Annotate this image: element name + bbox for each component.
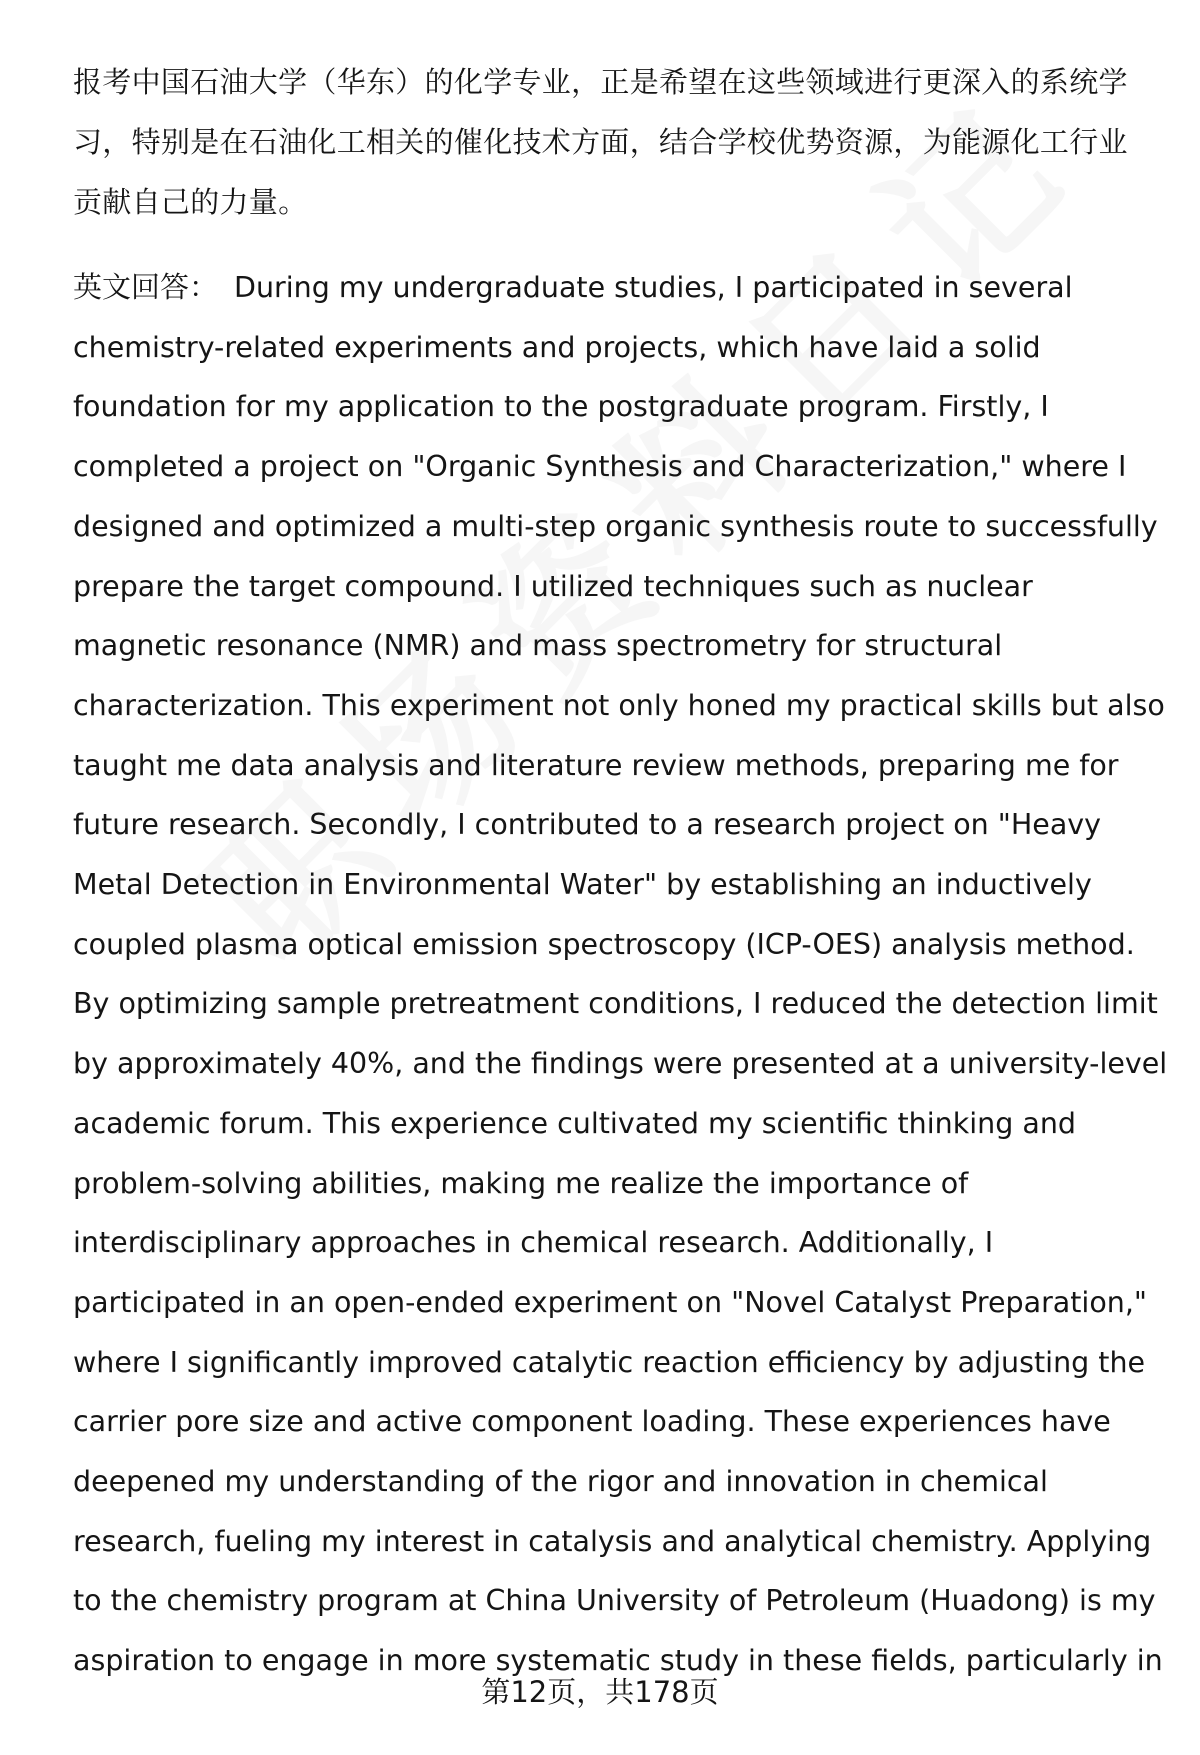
english-line: magnetic resonance (NMR) and mass spectrometry for structural [73, 629, 1003, 663]
english-line: By optimizing sample pretreatment conditions, I reduced the detection limit [73, 987, 1158, 1021]
english-line: problem-solving abilities, making me realize the importance of [73, 1166, 969, 1200]
english-line: participated in an open-ended experiment on "Novel Catalyst Preparation," [73, 1285, 1148, 1319]
english-line: designed and optimized a multi-step organic synthesis route to successfully [73, 509, 1158, 543]
english-line: coupled plasma optical emission spectroscopy (ICP-OES) analysis method. [73, 927, 1135, 961]
english-line: future research. Secondly, I contributed to a research project on "Heavy [73, 808, 1102, 842]
chinese-line: 贡献自己的力量。 [73, 185, 308, 219]
english-line: foundation for my application to the postgraduate program. Firstly, I [73, 390, 1049, 424]
english-line: characterization. This experiment not only honed my practical skills but also [73, 688, 1165, 722]
chinese-line: 报考中国石油大学（华东）的化学专业，正是希望在这些领域进行更深入的系统学 [73, 65, 1128, 99]
english-answer-paragraph [73, 258, 1168, 1691]
chinese-paragraph [73, 52, 1153, 232]
english-line: to the chemistry program at China University of Petroleum (Huadong) is my [73, 1584, 1156, 1618]
english-line: During my undergraduate studies, I participated in several [234, 271, 1073, 304]
english-line: completed a project on "Organic Synthesis and Characterization," where I [73, 450, 1127, 484]
page-indicator: 第12页，共178页 [481, 1675, 719, 1709]
english-line: where I significantly improved catalytic reaction efficiency by adjusting the [73, 1345, 1146, 1379]
chinese-line: 习，特别是在石油化工相关的催化技术方面，结合学校优势资源，为能源化工行业 [73, 125, 1128, 159]
english-line: by approximately 40%, and the findings were presented at a university-level [73, 1047, 1168, 1081]
english-line: chemistry-related experiments and projects, which have laid a solid [73, 330, 1041, 364]
english-line: research, fueling my interest in catalysis and analytical chemistry. Applying [73, 1524, 1152, 1558]
english-answer-label: 英文回答： [73, 270, 219, 304]
english-line: Metal Detection in Environmental Water" by establishing an inductively [73, 868, 1092, 902]
english-first-line [73, 258, 1163, 318]
english-line: interdisciplinary approaches in chemical research. Additionally, I [73, 1226, 994, 1260]
english-line: aspiration to engage in more systematic study in these fields, particularly in [73, 1644, 1163, 1678]
english-line: academic forum. This experience cultivated my scientific thinking and [73, 1106, 1076, 1140]
english-line: taught me data analysis and literature review methods, preparing me for [73, 748, 1119, 782]
english-line: prepare the target compound. I utilized techniques such as nuclear [73, 569, 1033, 603]
english-line: deepened my understanding of the rigor and innovation in chemical [73, 1465, 1048, 1499]
english-line: carrier pore size and active component loading. These experiences have [73, 1405, 1111, 1439]
